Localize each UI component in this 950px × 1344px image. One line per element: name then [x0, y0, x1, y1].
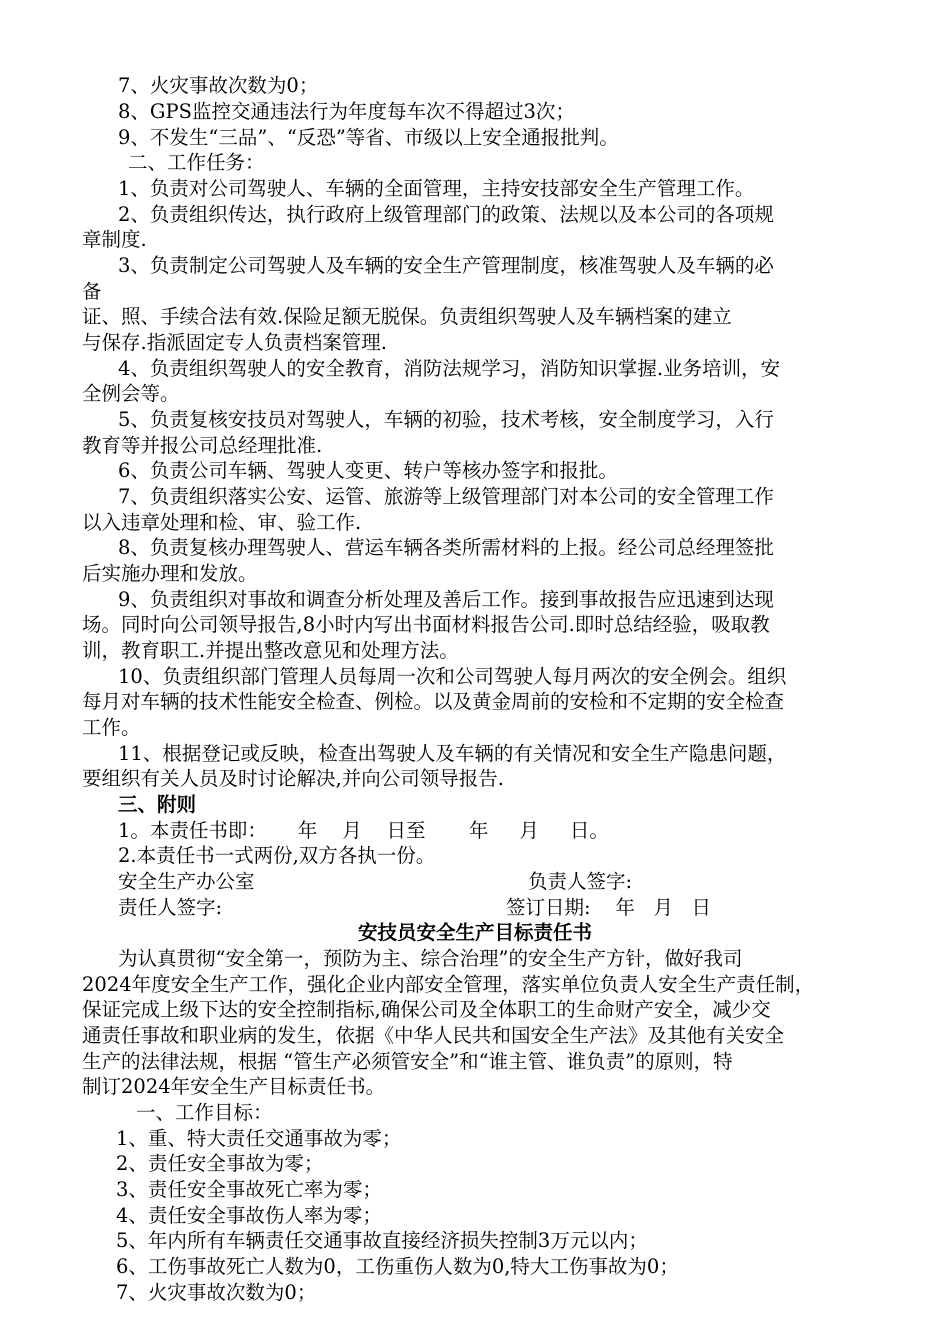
task-line: 每月对车辆的技术性能安全检查、例检。以及黄金周前的安检和不定期的安全检查: [82, 690, 785, 713]
task-line: 后实施办理和发放。: [82, 562, 258, 585]
task-line: 9、负责组织对事故和调查分析处理及善后工作。接到事故报告应迅速到达现: [118, 588, 774, 611]
goal-line: 2、责任安全事故为零；: [116, 1152, 324, 1175]
appendix-line: 1。本责任书即： 年 月 日至 年 月 日。: [118, 819, 609, 842]
task-line: 备: [82, 280, 102, 303]
task-line: 章制度.: [82, 228, 147, 251]
task-line: 训，教育职工.并提出整改意见和处理方法。: [82, 639, 459, 662]
intro-line: 生产的法律法规，根据 “管生产必须管安全”和“谁主管、谁负责”的原则，特: [82, 1050, 733, 1073]
task-line: 10、负责组织部门管理人员每周一次和公司驾驶人每月两次的安全例会。组织: [118, 665, 787, 688]
goal-line: 9、不发生“三品”、“反恐”等省、市级以上安全通报批判。: [118, 126, 619, 149]
task-line: 3、负责制定公司驾驶人及车辆的安全生产管理制度，核准驾驶人及车辆的必: [118, 254, 774, 277]
goal-line: 8、GPS监控交通违法行为年度每车次不得超过3次；: [118, 100, 575, 123]
task-line: 6、负责公司车辆、驾驶人变更、转户等核办签字和报批。: [118, 459, 618, 482]
intro-line: 通责任事故和职业病的发生，依据《中华人民共和国安全生产法》及其他有关安全: [82, 1024, 785, 1047]
task-line: 5、负责复核安技员对驾驶人，车辆的初验，技术考核，安全制度学习，入行: [118, 408, 774, 431]
task-line: 要组织有关人员及时讨论解决,并向公司领导报告.: [82, 767, 504, 790]
goal-line: 3、责任安全事故死亡率为零；: [116, 1178, 382, 1201]
goal-line: 4、责任安全事故伤人率为零；: [116, 1204, 382, 1227]
person-sign-label: 责任人签字:: [118, 896, 223, 919]
section-heading-goals: 一、工作目标：: [136, 1101, 273, 1124]
task-line: 4、负责组织驾驶人的安全教育，消防法规学习，消防知识掌握.业务培训，安: [118, 357, 781, 380]
intro-line: 为认真贯彻“安全第一，预防为主、综合治理”的安全生产方针，做好我司: [118, 947, 743, 970]
intro-line: 保证完成上级下达的安全控制指标,确保公司及全体职工的生命财产安全，减少交: [82, 998, 771, 1021]
office-label: 安全生产办公室: [118, 870, 255, 893]
leader-sign-label: 负责人签字:: [528, 870, 633, 893]
sign-date-label: 签订日期: 年 月 日: [506, 896, 712, 919]
task-line: 与保存.指派固定专人负责档案管理.: [82, 331, 387, 354]
intro-line: 2024年度安全生产工作，强化企业内部安全管理，落实单位负责人安全生产责任制，: [82, 973, 815, 996]
task-line: 7、负责组织落实公安、运管、旅游等上级管理部门对本公司的安全管理工作: [118, 485, 774, 508]
appendix-line: 2.本责任书一式两份,双方各执一份。: [118, 844, 436, 867]
section-heading-appendix: 三、附则: [118, 793, 197, 816]
goal-line: 5、年内所有车辆责任交通事故直接经济损失控制3万元以内；: [116, 1229, 648, 1252]
task-line: 1、负责对公司驾驶人、车辆的全面管理，主持安技部安全生产管理工作。: [118, 177, 755, 200]
doc-title: 安技员安全生产目标责任书: [357, 921, 592, 944]
goal-line: 1、重、特大责任交通事故为零；: [116, 1127, 402, 1150]
intro-line: 制订2024年安全生产目标责任书。: [82, 1075, 386, 1098]
task-line: 2、负责组织传达，执行政府上级管理部门的政策、法规以及本公司的各项规: [118, 203, 774, 226]
task-line: 场。同时向公司领导报告,8小时内写出书面材料报告公司.即时总结经验，吸取教: [82, 613, 770, 636]
task-line: 以入违章处理和检、审、验工作.: [82, 511, 362, 534]
goal-line: 6、工伤事故死亡人数为0，工伤重伤人数为0,特大工伤事故为0；: [116, 1255, 679, 1278]
goal-line: 7、火灾事故次数为0；: [116, 1281, 317, 1304]
section-heading-tasks: 二、工作任务：: [128, 151, 265, 174]
task-line: 教育等并报公司总经理批准.: [82, 434, 323, 457]
goal-line: 7、火灾事故次数为0；: [118, 74, 319, 97]
task-line: 全例会等。: [82, 382, 180, 405]
task-line: 证、照、手续合法有效.保险足额无脱保。负责组织驾驶人及车辆档案的建立: [82, 305, 732, 328]
task-line: 8、负责复核办理驾驶人、营运车辆各类所需材料的上报。经公司总经理签批: [118, 536, 774, 559]
task-line: 工作。: [82, 716, 141, 739]
task-line: 11、根据登记或反映，检查出驾驶人及车辆的有关情况和安全生产隐患问题，: [118, 742, 787, 765]
